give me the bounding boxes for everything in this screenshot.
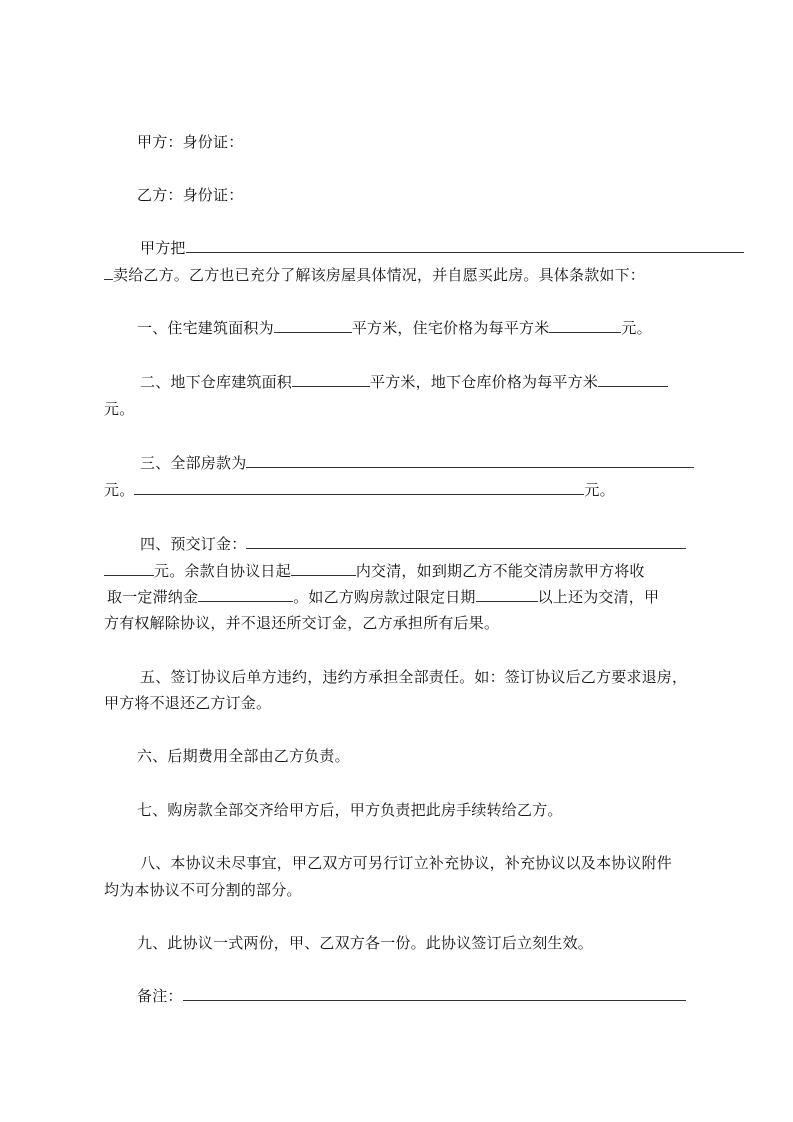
clause-3-line-1	[140, 453, 694, 473]
property-blank-cont[interactable]	[104, 265, 113, 280]
clause-4-text-d: 取一定滞纳金	[107, 588, 199, 606]
clause-5-text-1: 五、签订协议后单方违约，违约方承担全部责任。如：签订协议后乙方要求退房，	[140, 668, 688, 686]
party-a-line	[137, 132, 243, 152]
clause-8-line-2	[104, 880, 302, 900]
clause-7	[137, 800, 563, 820]
clause-4-line-1	[140, 534, 686, 554]
clause-4-text-f: 以上还为交清，甲	[537, 588, 660, 606]
clause-9	[137, 933, 593, 953]
clause-1	[137, 318, 652, 338]
clause-3-text-c: 元。	[584, 481, 615, 499]
clause-6-text: 六、后期费用全部由乙方负责。	[137, 747, 350, 765]
total-price-words-blank[interactable]	[134, 480, 584, 495]
clause-4-line-2	[104, 561, 645, 581]
clause-7-text: 七、购房款全部交齐给甲方后，甲方负责把此房手续转给乙方。	[137, 801, 563, 819]
residence-price-blank[interactable]	[549, 318, 621, 333]
clause-4-text-c: 内交清，如到期乙方不能交清房款甲方将收	[355, 562, 645, 580]
clause-2-line-2	[104, 399, 134, 419]
residence-area-blank[interactable]	[274, 318, 352, 333]
storage-price-blank[interactable]	[598, 372, 668, 387]
deposit-blank-cont[interactable]	[104, 561, 154, 576]
clause-4-text-e: 。如乙方购房款过限定日期	[293, 588, 476, 606]
intro-line-1	[140, 238, 744, 258]
clause-3-text-b: 元。	[104, 481, 135, 499]
party-a-label: 甲方：身份证：	[137, 133, 244, 151]
clause-2-line-1	[140, 372, 668, 392]
property-blank[interactable]	[186, 238, 744, 253]
clause-1-text-a: 一、住宅建筑面积为	[137, 319, 274, 337]
clause-4-text-a: 四、预交订金：	[140, 535, 247, 553]
remark-line	[137, 986, 686, 1006]
clause-4-text-b: 元。余款自协议日起	[154, 562, 291, 580]
clause-2-text-c: 元。	[104, 400, 135, 418]
clause-9-text: 九、此协议一式两份，甲、乙双方各一份。此协议签订后立刻生效。	[137, 934, 594, 952]
payment-period-blank[interactable]	[291, 561, 356, 576]
clause-1-text-c: 元。	[621, 319, 652, 337]
intro-line-2	[104, 265, 645, 285]
total-price-blank[interactable]	[246, 453, 694, 468]
clause-4-line-3	[107, 587, 659, 607]
clause-5-line-2	[104, 693, 271, 713]
clause-2-text-a: 二、地下仓库建筑面积	[140, 373, 293, 391]
intro-end: 卖给乙方。乙方也已充分了解该房屋具体情况，并自愿买此房。具体条款如下：	[113, 266, 646, 284]
clause-5-text-2: 甲方将不退还乙方订金。	[104, 694, 272, 712]
clause-8-line-1	[140, 853, 672, 873]
intro-start: 甲方把	[140, 239, 186, 257]
clause-2-text-b: 平方米，地下仓库价格为每平方米	[370, 373, 599, 391]
deposit-blank[interactable]	[246, 534, 686, 549]
party-b-line	[137, 185, 243, 205]
clause-1-text-b: 平方米，住宅价格为每平方米	[351, 319, 550, 337]
clause-4-text-g: 方有权解除协议，并不退还所交订金，乙方承担所有后果。	[104, 614, 500, 632]
clause-3-text-a: 三、全部房款为	[140, 454, 247, 472]
clause-4-line-4	[104, 613, 499, 633]
storage-area-blank[interactable]	[292, 372, 370, 387]
clause-3-line-2	[104, 480, 615, 500]
clause-5-line-1	[140, 667, 687, 687]
overdue-period-blank[interactable]	[476, 587, 538, 602]
clause-8-text-2: 均为本协议不可分割的部分。	[104, 881, 302, 899]
remark-label: 备注：	[137, 987, 183, 1005]
clause-8-text-1: 八、本协议未尽事宜，甲乙双方可另行订立补充协议，补充协议以及本协议附件	[140, 854, 673, 872]
remark-blank[interactable]	[183, 986, 686, 1001]
late-fee-blank[interactable]	[198, 587, 293, 602]
clause-6	[137, 746, 350, 766]
party-b-label: 乙方：身份证：	[137, 186, 244, 204]
